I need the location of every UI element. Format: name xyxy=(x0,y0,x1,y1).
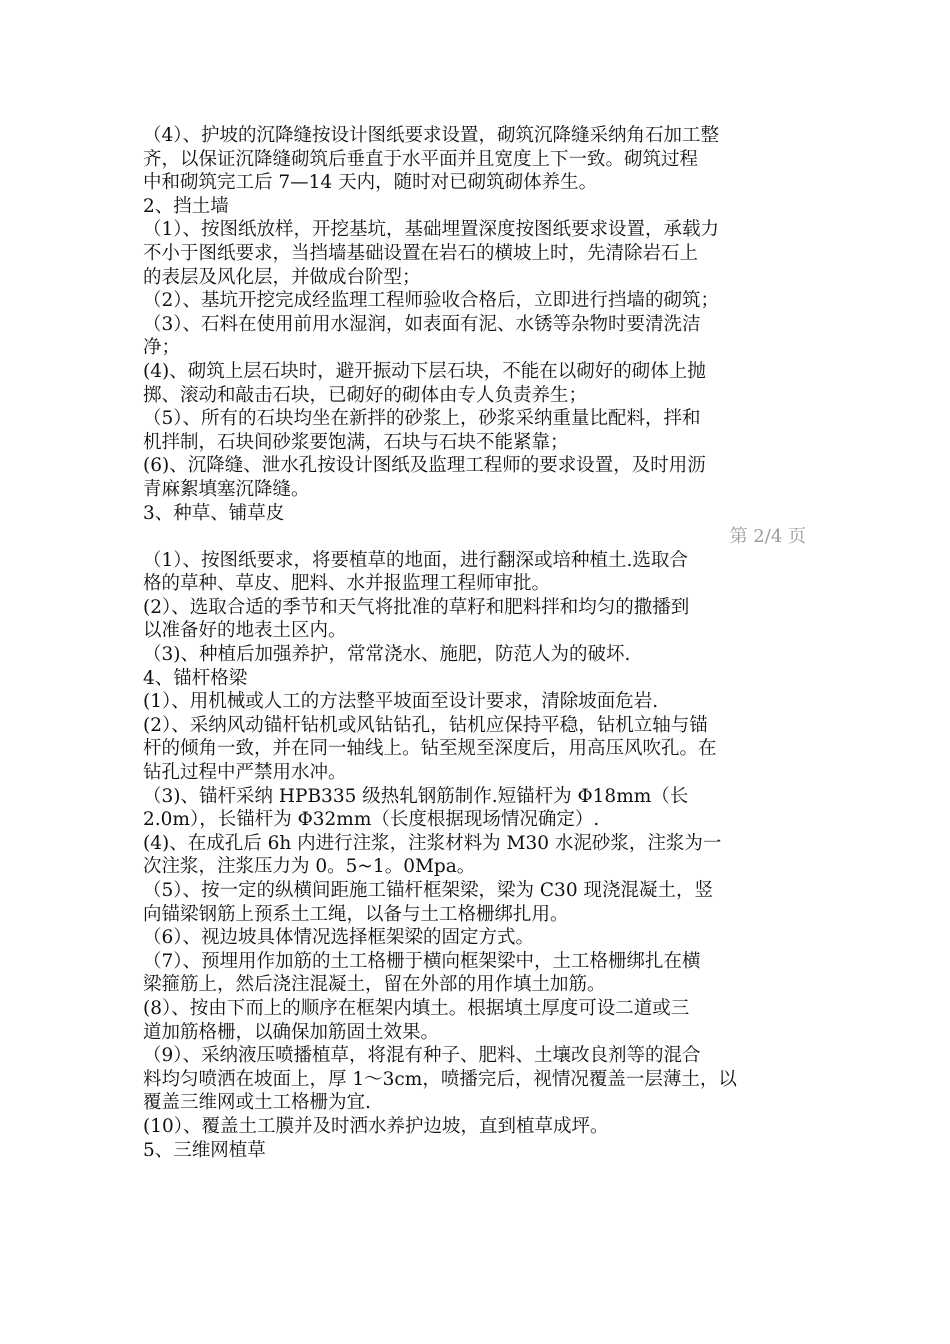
text-line: （5）、所有的石块均坐在新拌的砂浆上，砂浆采纳重量比配料，拌和 xyxy=(143,408,701,430)
text-line: 掷、滚动和敲击石块，已砌好的砌体由专人负责养生； xyxy=(143,384,588,406)
text-line: 3、种草、铺草皮 xyxy=(143,502,285,524)
text-line: 钻孔过程中严禁用水冲。 xyxy=(143,762,347,784)
document-page xyxy=(143,124,808,1162)
text-line: (6)、沉降缝、泄水孔按设计图纸及监理工程师的要求设置，及时用沥 xyxy=(143,455,706,477)
text-line: 的表层及风化层，并做成台阶型； xyxy=(143,266,421,288)
text-line: 次注浆，注浆压力为 0。5~1。0Mpa。 xyxy=(143,856,476,878)
text-line: 中和砌筑完工后 7—14 天内，随时对已砌筑砌体养生。 xyxy=(143,172,598,194)
text-line: (4)、在成孔后 6h 内进行注浆，注浆材料为 M30 水泥砂浆，注浆为一 xyxy=(143,832,722,854)
text-line: （1）、按图纸要求，将要植草的地面，进行翻深或培种植土.选取合 xyxy=(143,549,688,571)
text-line: 4、锚杆格梁 xyxy=(143,667,248,689)
text-line: (8）、按由下而上的顺序在框架内填土。根据填土厚度可设二道或三 xyxy=(143,997,690,1019)
text-line: (1）、用机械或人工的方法整平坡面至设计要求，清除坡面危岩. xyxy=(143,691,659,713)
text-line: 道加筋格栅，以确保加筋固土效果。 xyxy=(143,1021,440,1043)
text-line: （2）、基坑开挖完成经监理工程师验收合格后，立即进行挡墙的砌筑； xyxy=(143,290,720,312)
text-line: 格的草种、草皮、肥料、水并报监理工程师审批。 xyxy=(143,573,551,595)
text-line: 齐，以保证沉降缝砌筑后垂直于水平面并且宽度上下一致。砌筑过程 xyxy=(143,148,699,170)
text-block-after-page-break xyxy=(143,549,808,1162)
text-line: 2、挡土墙 xyxy=(143,195,229,217)
text-line: 青麻絮填塞沉降缝。 xyxy=(143,478,310,500)
text-line: 覆盖三维网或土工格栅为宜. xyxy=(143,1092,371,1114)
text-line: （5）、按一定的纵横间距施工锚杆框架梁，梁为 C30 现浇混凝土，竖 xyxy=(143,880,713,901)
text-line: 机拌制，石块间砂浆要饱满，石块与石块不能紧靠； xyxy=(143,431,569,453)
text-block-before-page-break xyxy=(143,124,808,525)
text-line: 5、三维网植草 xyxy=(143,1139,266,1161)
text-line: （9）、采纳液压喷播植草，将混有种子、肥料、土壤改良剂等的混合 xyxy=(143,1045,701,1067)
text-line: 2.0m），长锚杆为 Φ32mm（长度根据现场情况确定）. xyxy=(143,809,600,831)
text-line: (4)、砌筑上层石块时，避开振动下层石块，不能在以砌好的砌体上抛 xyxy=(143,360,706,382)
text-line: (2）、选取合适的季节和天气将批准的草籽和肥料拌和均匀的撒播到 xyxy=(143,596,690,618)
page-number: 第 2/4 页 xyxy=(729,526,806,548)
text-line: 梁箍筋上，然后浇注混凝土，留在外部的用作填土加筋。 xyxy=(143,974,606,996)
text-line: （3)、种植后加强养护，常常浇水、施肥，防范人为的破坏. xyxy=(143,644,631,666)
text-line: 杆的倾角一致，并在同一轴线上。钻至规至深度后，用高压风吹孔。在 xyxy=(143,738,717,760)
text-line: 向锚梁钢筋上预系土工绳，以备与土工格栅绑扎用。 xyxy=(143,903,569,925)
text-line: （3）、石料在使用前用水湿润，如表面有泥、水锈等杂物时要清洗洁 xyxy=(143,313,701,335)
text-line: （7）、预埋用作加筋的土工格栅于横向框架梁中，土工格栅绑扎在横 xyxy=(143,950,701,972)
text-line: （3)、锚杆采纳 HPB335 级热轧钢筋制作.短锚杆为 Φ18mm（长 xyxy=(143,785,689,807)
text-line: （6）、视边坡具体情况选择框架梁的固定方式。 xyxy=(143,927,535,949)
text-line: 不小于图纸要求，当挡墙基础设置在岩石的横坡上时，先清除岩石上 xyxy=(143,242,699,264)
text-line: （1）、按图纸放样，开挖基坑，基础埋置深度按图纸要求设置，承载力 xyxy=(143,219,720,241)
text-line: (2）、采纳风动锚杆钻机或风钻钻孔，钻机应保持平稳，钻机立轴与锚 xyxy=(143,714,708,736)
text-line: 以准备好的地表土区内。 xyxy=(143,620,347,642)
text-line: （4）、护坡的沉降缝按设计图纸要求设置，砌筑沉降缝采纳角石加工整 xyxy=(143,125,720,146)
text-line: (10）、覆盖土工膜并及时洒水养护边坡，直到植草成坪。 xyxy=(143,1115,609,1137)
text-line: 净； xyxy=(143,337,181,359)
text-line: 料均匀喷洒在坡面上，厚 1～3cm，喷播完后，视情况覆盖一层薄土，以 xyxy=(143,1068,737,1090)
